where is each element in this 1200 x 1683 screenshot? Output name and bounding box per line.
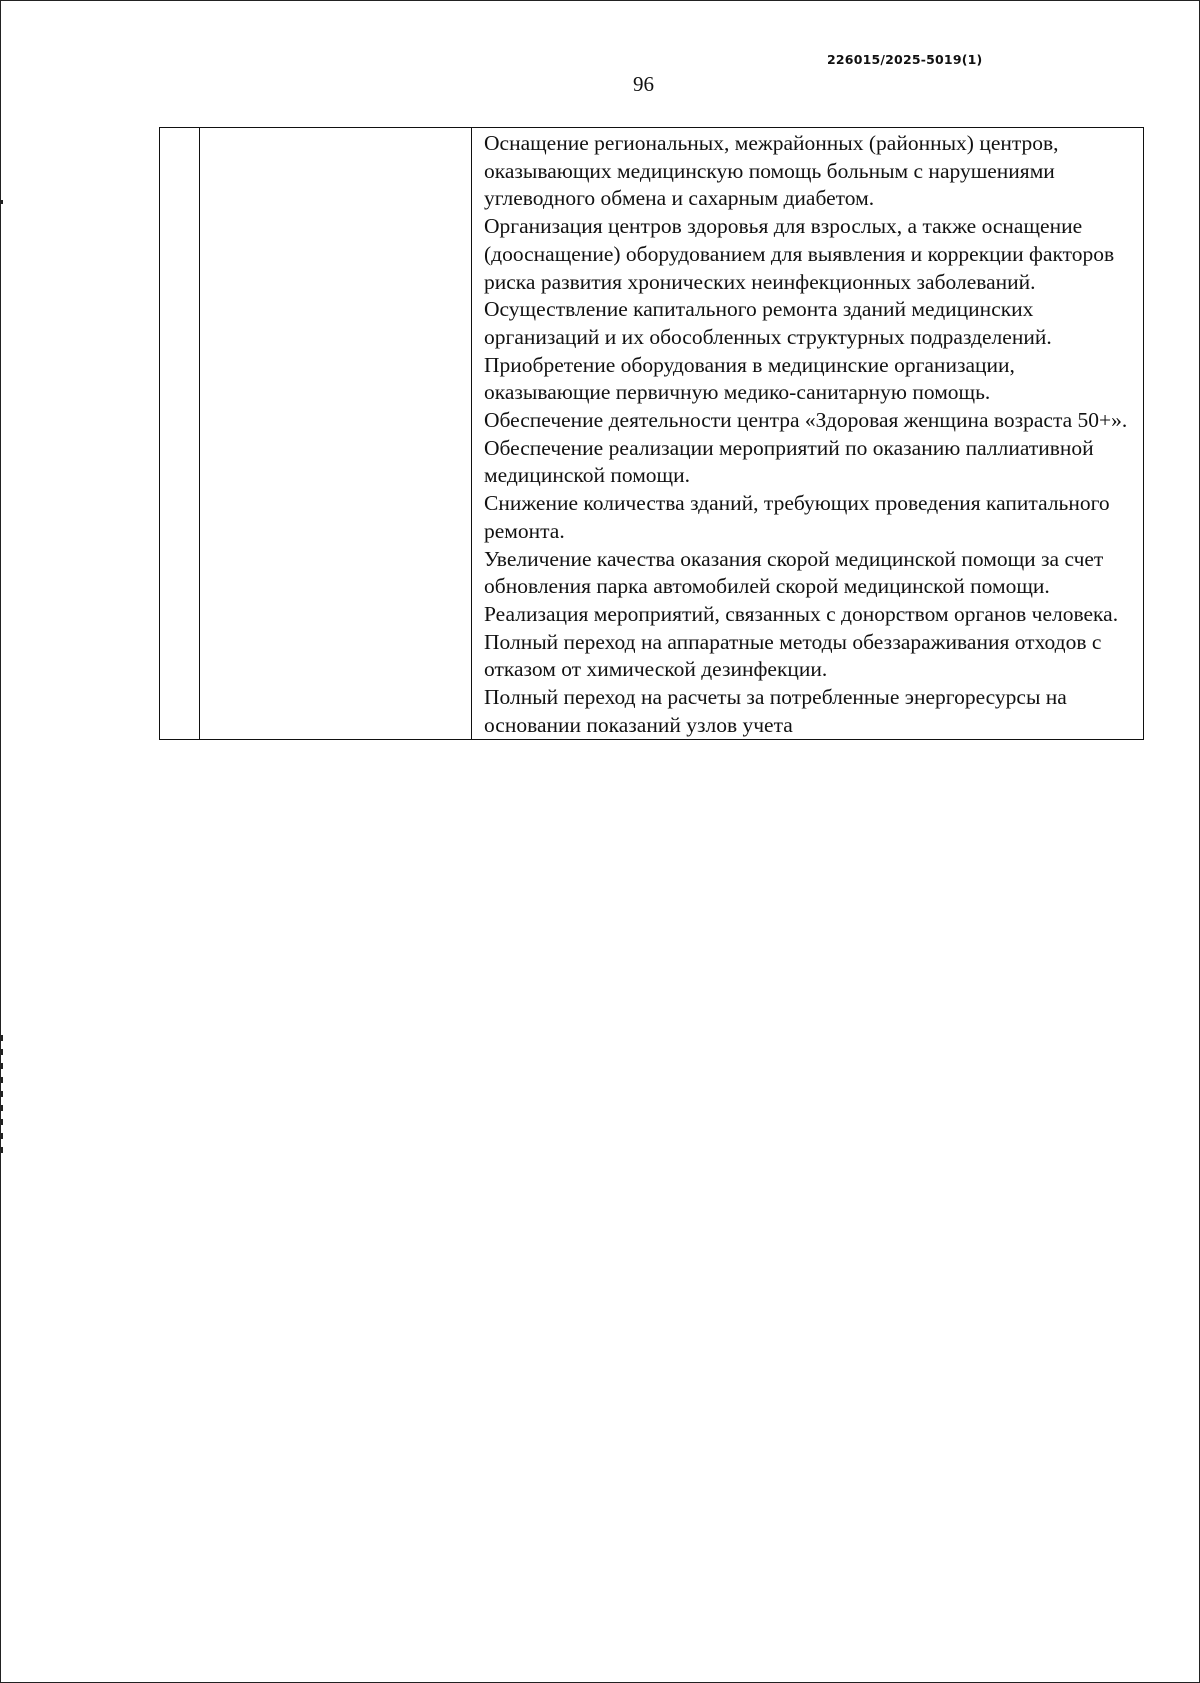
page-number: 96 (633, 72, 654, 96)
table-row (160, 128, 1144, 740)
document-table (159, 127, 1144, 740)
scan-edge-marks (0, 1035, 3, 1155)
content-item: Обеспечение деятельности центра «Здоровая женщина возраста 50+». (484, 408, 1128, 433)
document-id: 226015/2025-5019(1) (827, 52, 983, 67)
content-item: Увеличение качества оказания скорой медицинской помощи за счет обновления парка автомобилей скорой медицинской помощи. (484, 546, 1104, 599)
content-item: Полный переход на аппаратные методы обеззараживания отходов с отказом от химической дезинфекции. (484, 629, 1102, 682)
table-cell-name (200, 128, 472, 740)
content-item: Обеспечение реализации мероприятий по оказанию паллиативной медицинской помощи. (484, 435, 1094, 488)
content-item: Приобретение оборудования в медицинские организации, оказывающие первичную медико-санитарную помощь. (484, 352, 1015, 405)
content-item: Реализация мероприятий, связанных с донорством органов человека. (484, 601, 1119, 626)
content-item: Организация центров здоровья для взрослых, а также оснащение (дооснащение) оборудованием для выявления и коррекции факторов риска развития хронических неинфекционных заболеваний. (484, 214, 1115, 294)
content-item: Полный переход на расчеты за потребленные энергоресурсы на основании показаний узлов учета (484, 685, 1067, 737)
content-item: Снижение количества зданий, требующих проведения капитального ремонта. (484, 491, 1110, 543)
table-cell-content (472, 128, 1144, 740)
content-item: Осуществление капитального ремонта зданий медицинских организаций и их обособленных структурных подразделений. (484, 297, 1052, 349)
content-item: Оснащение региональных, межрайонных (районных) центров, оказывающих медицинскую помощь больным с нарушениями углеводного обмена и сахарным диабетом. (484, 131, 1059, 211)
table-cell-number (160, 128, 200, 740)
scan-edge-mark (0, 200, 3, 204)
